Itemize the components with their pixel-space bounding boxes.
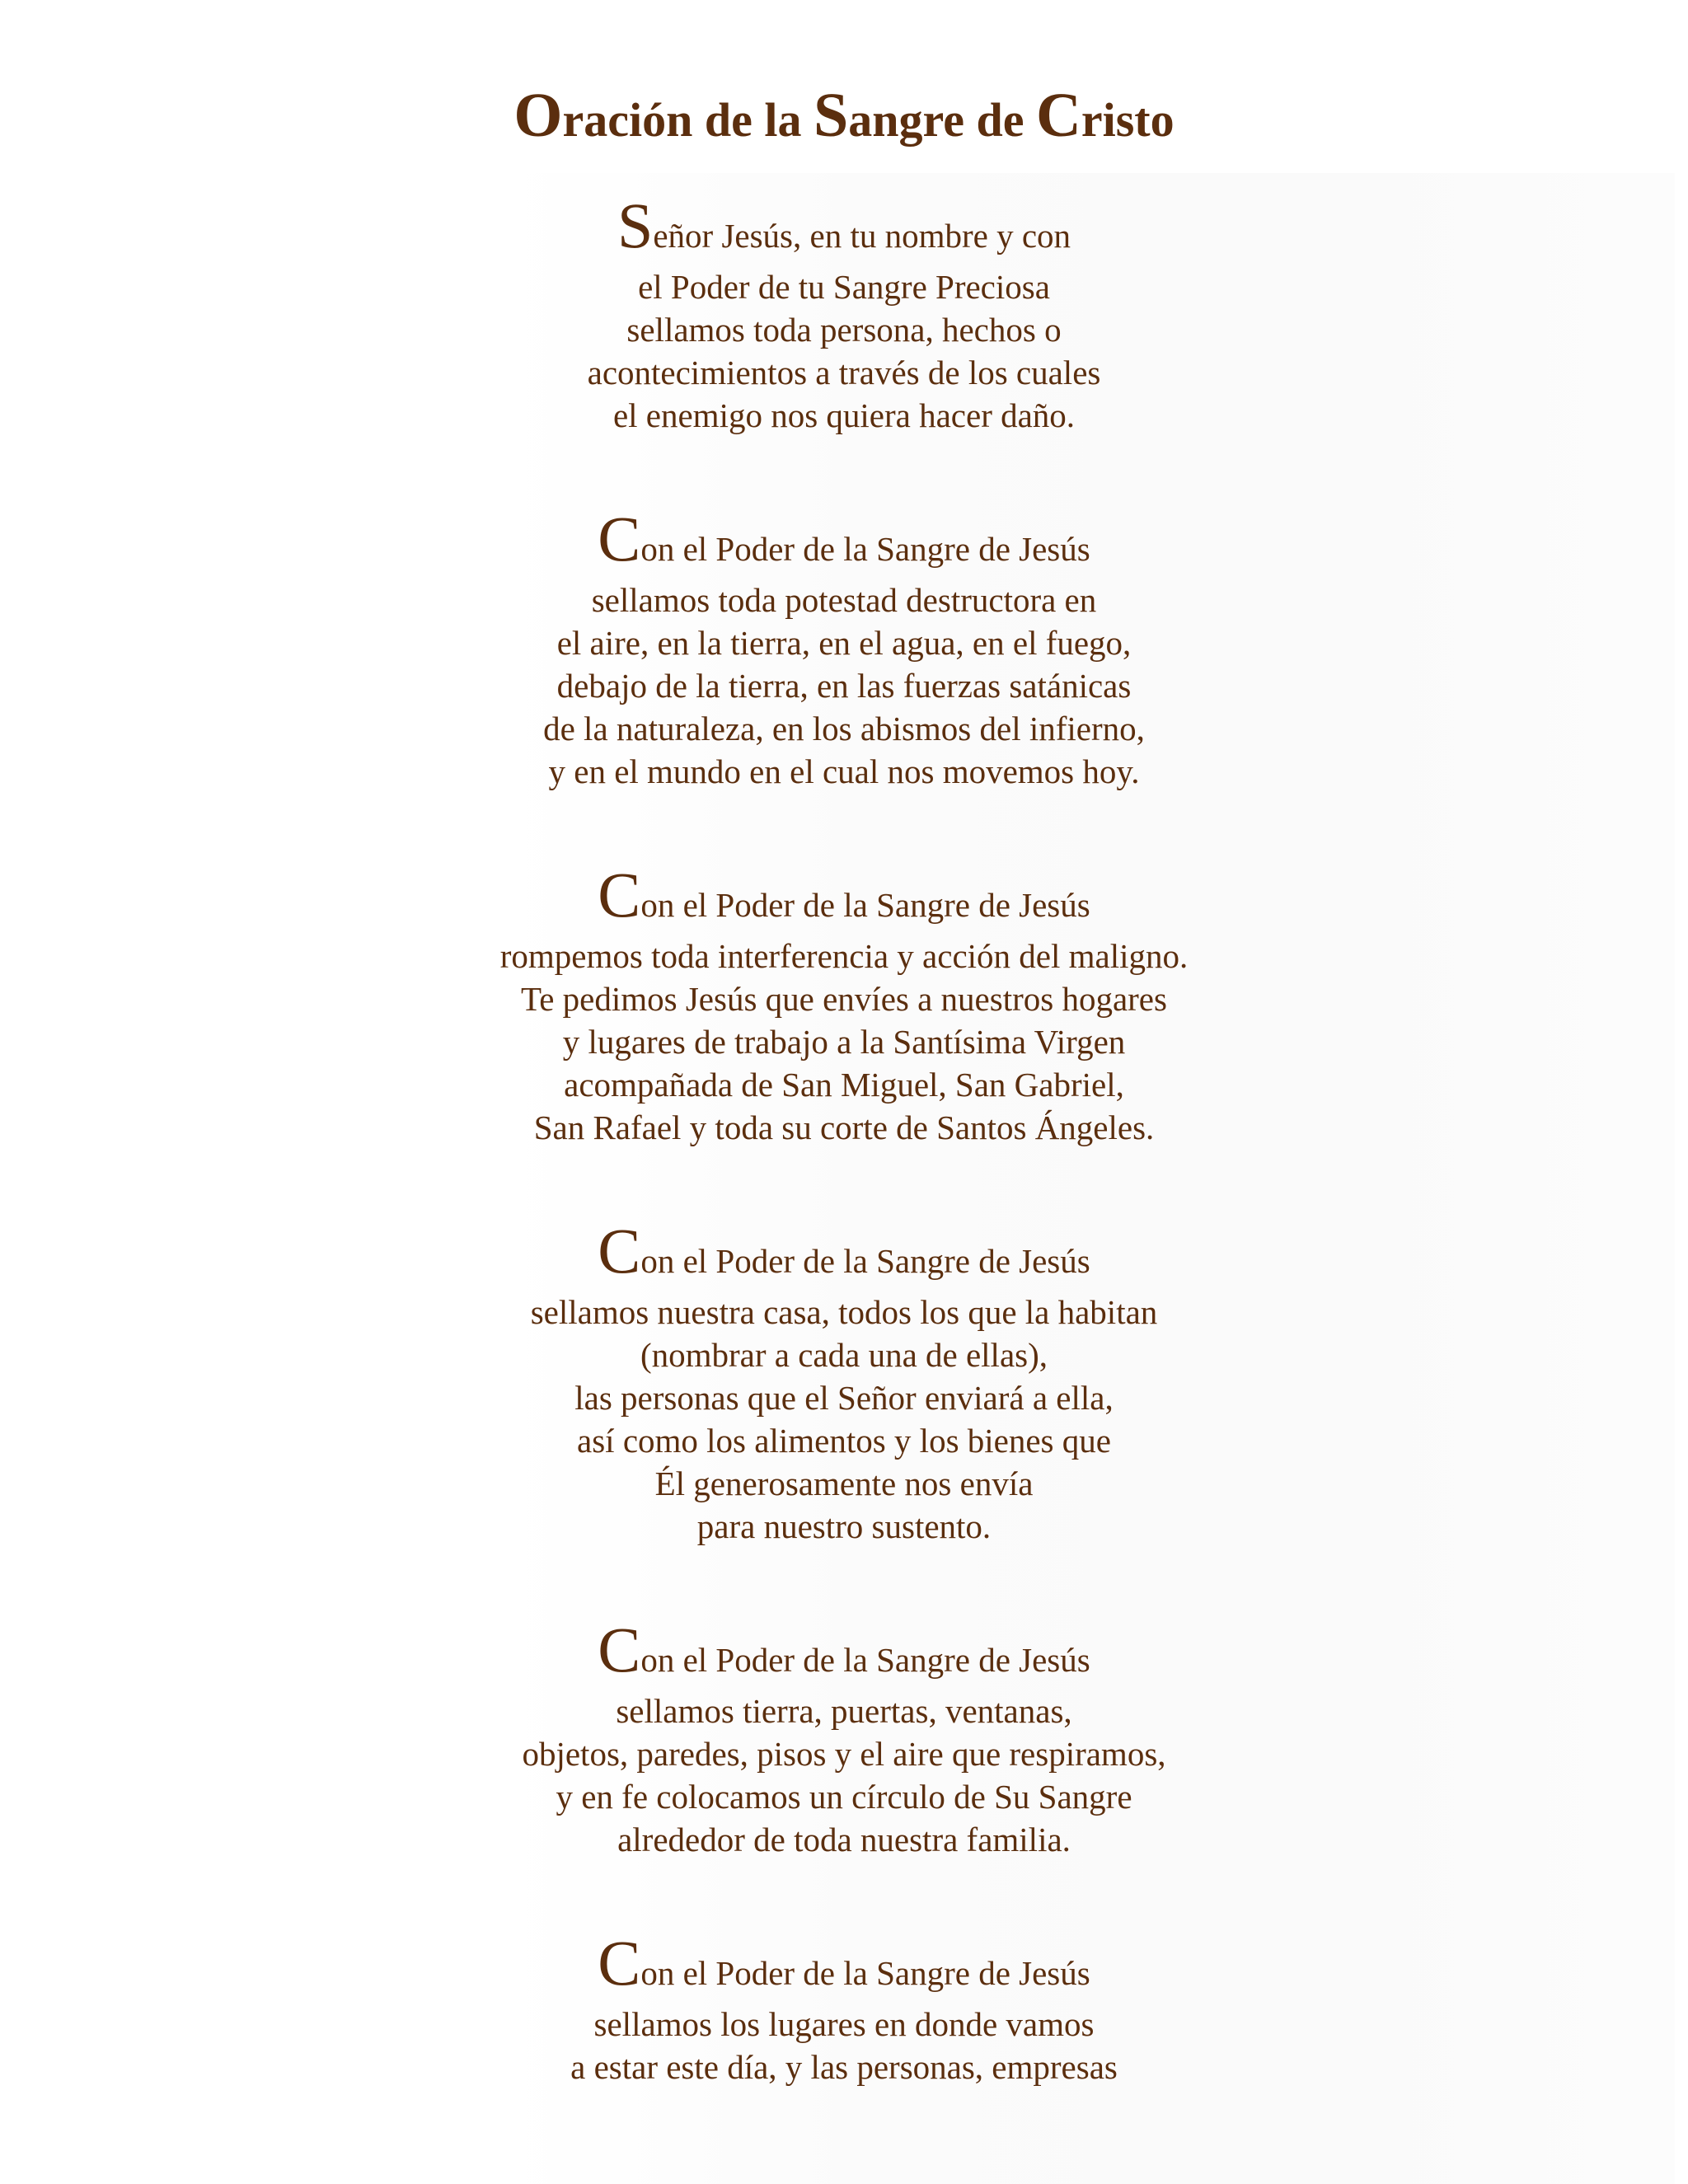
prayer-line: y lugares de trabajo a la Santísima Virgen	[562, 1023, 1126, 1061]
stanza-first-line	[0, 1215, 1688, 1291]
prayer-line: y en fe colocamos un círculo de Su Sangre	[556, 1778, 1132, 1816]
stanza-first-line	[0, 190, 1688, 265]
prayer-stanza	[0, 1215, 1688, 1548]
drop-capital: C	[598, 1614, 641, 1685]
drop-capital: C	[598, 1215, 641, 1286]
prayer-line: las personas que el Señor enviará a ella,	[574, 1379, 1114, 1417]
drop-capital: C	[598, 1927, 641, 1999]
prayer-line: sellamos toda potestad destructora en	[591, 581, 1097, 619]
prayer-line: y en el mundo en el cual nos movemos hoy.	[548, 752, 1140, 790]
first-line-text: on el Poder de la Sangre de Jesús	[640, 886, 1090, 924]
prayer-line: el enemigo nos quiera hacer daño.	[612, 396, 1076, 434]
drop-capital: C	[598, 859, 641, 930]
prayer-stanza	[0, 859, 1688, 1149]
title-capital-s: S	[813, 81, 849, 150]
title-capital-o: O	[513, 81, 563, 150]
title-capital-c: C	[1035, 81, 1081, 150]
prayer-line: el aire, en la tierra, en el agua, en el fuego,	[556, 624, 1132, 662]
prayer-line: sellamos los lugares en donde vamos	[593, 2005, 1095, 2043]
prayer-line: Él generosamente nos envía	[654, 1465, 1034, 1502]
title-text-3: risto	[1081, 93, 1175, 147]
stanza-first-line	[0, 1927, 1688, 2003]
prayer-line: así como los alimentos y los bienes que	[577, 1422, 1111, 1460]
first-line-text: on el Poder de la Sangre de Jesús	[640, 530, 1090, 568]
prayer-line: alrededor de toda nuestra familia.	[617, 1821, 1071, 1858]
first-line-text: on el Poder de la Sangre de Jesús	[640, 1954, 1090, 1992]
prayer-line: rompemos toda interferencia y acción del maligno.	[499, 937, 1189, 975]
prayer-line: de la naturaleza, en los abismos del infierno,	[543, 710, 1145, 748]
prayer-line: sellamos toda persona, hechos o	[626, 311, 1062, 349]
title-text-2: angre de	[848, 93, 1036, 147]
prayer-stanza	[0, 503, 1688, 793]
prayer-line: sellamos tierra, puertas, ventanas,	[616, 1692, 1072, 1730]
stanza-first-line	[0, 1614, 1688, 1690]
prayer-stanza	[0, 1614, 1688, 1861]
prayer-line: acontecimientos a través de los cuales	[587, 354, 1101, 391]
prayer-line: San Rafael y toda su corte de Santos Ángeles.	[533, 1108, 1155, 1146]
prayer-line: sellamos nuestra casa, todos los que la habitan	[530, 1293, 1158, 1331]
prayer-body	[0, 190, 1688, 2161]
first-line-text: eñor Jesús, en tu nombre y con	[653, 217, 1071, 255]
prayer-line: Te pedimos Jesús que envíes a nuestros hogares	[521, 980, 1167, 1018]
stanza-first-line	[0, 859, 1688, 935]
first-line-text: on el Poder de la Sangre de Jesús	[640, 1641, 1090, 1679]
prayer-title	[0, 81, 1688, 155]
prayer-line: el Poder de tu Sangre Preciosa	[638, 268, 1050, 306]
drop-capital: C	[598, 503, 641, 574]
prayer-line: acompañada de San Miguel, San Gabriel,	[564, 1066, 1124, 1104]
prayer-stanza	[0, 190, 1688, 437]
first-line-text: on el Poder de la Sangre de Jesús	[640, 1242, 1090, 1280]
prayer-line: a estar este día, y las personas, empresas	[570, 2048, 1118, 2086]
prayer-line: para nuestro sustento.	[696, 1507, 992, 1545]
prayer-line: objetos, paredes, pisos y el aire que respiramos,	[522, 1735, 1166, 1773]
prayer-line: debajo de la tierra, en las fuerzas satánicas	[556, 667, 1132, 705]
stanza-first-line	[0, 503, 1688, 579]
drop-capital: S	[617, 190, 654, 261]
prayer-line: (nombrar a cada una de ellas),	[640, 1336, 1048, 1374]
prayer-stanza	[0, 1927, 1688, 2088]
title-text-1: ración de la	[562, 93, 814, 147]
